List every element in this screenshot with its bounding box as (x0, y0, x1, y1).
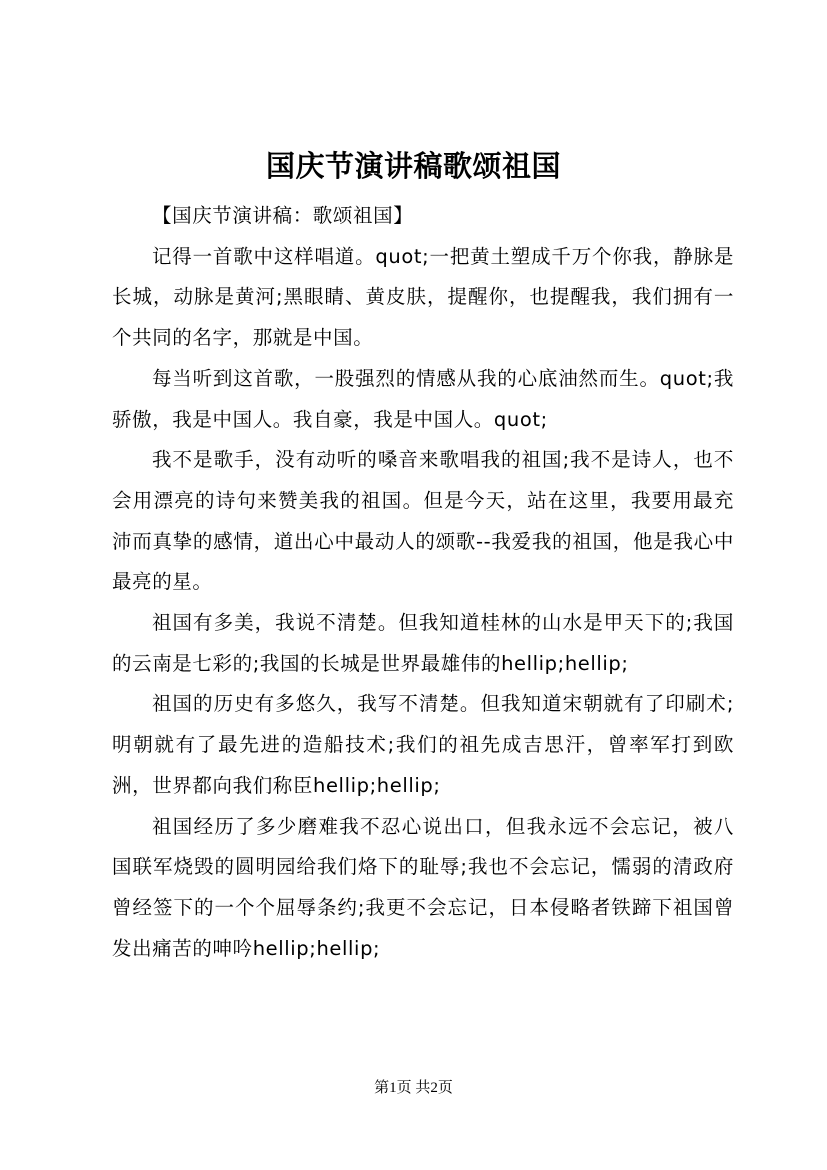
paragraph: 记得一首歌中这样唱道。quot;一把黄土塑成千万个你我，静脉是长城，动脉是黄河;黑眼睛、黄皮肤，提醒你，也提醒我，我们拥有一个共同的名字，那就是中国。 (112, 244, 734, 350)
paragraph: 祖国经历了多少磨难我不忍心说出口，但我永远不会忘记，被八国联军烧毁的圆明园给我们烙下的耻辱;我也不会忘记，懦弱的清政府曾经签下的一个个屈辱条约;我更不会忘记，日本侵略者铁蹄下祖国曾发出痛苦的呻吟hellip;hellip; (112, 814, 734, 960)
paragraph-subtitle: 【国庆节演讲稿：歌颂祖国】 (152, 204, 414, 227)
document-title: 国庆节演讲稿歌颂祖国 (265, 149, 561, 183)
paragraph: 祖国的历史有多悠久，我写不清楚。但我知道宋朝就有了印刷术;明朝就有了最先进的造船技术;我们的祖先成吉思汗，曾率军打到欧洲，世界都向我们称臣hellip;hellip; (112, 692, 734, 797)
page-footer: 第1页 共2页 (374, 1080, 453, 1096)
paragraph: 祖国有多美，我说不清楚。但我知道桂林的山水是甲天下的;我国的云南是七彩的;我国的长城是世界最雄伟的hellip;hellip; (112, 611, 734, 675)
paragraph: 我不是歌手，没有动听的嗓音来歌唱我的祖国;我不是诗人，也不会用漂亮的诗句来赞美我的祖国。但是今天，站在这里，我要用最充沛而真挚的感情，道出心中最动人的颂歌--我爱我的祖国，他是我心中最亮的星。 (112, 448, 734, 594)
document-body (112, 196, 734, 969)
paragraph: 每当听到这首歌，一股强烈的情感从我的心底油然而生。quot;我骄傲，我是中国人。我自豪，我是中国人。quot; (112, 366, 734, 431)
